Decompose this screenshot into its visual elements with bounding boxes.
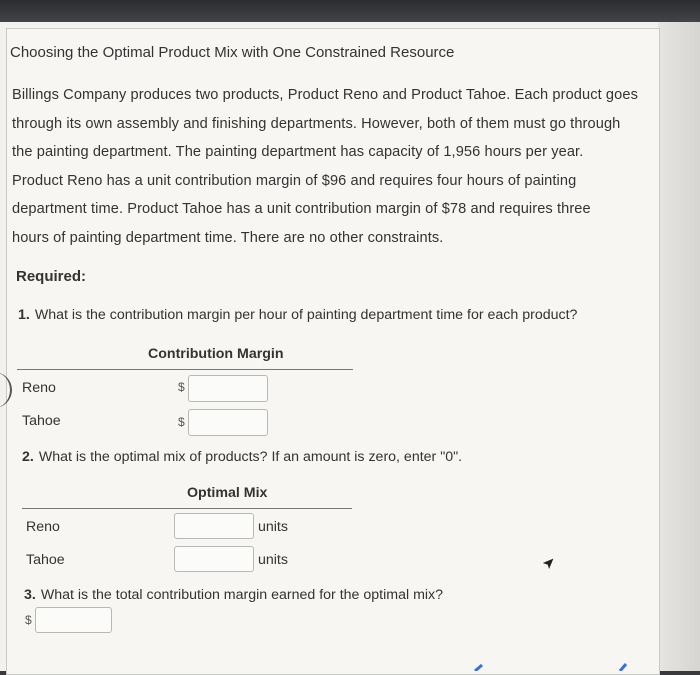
dollar-sign: $ bbox=[178, 380, 185, 394]
tahoe-contribution-input[interactable] bbox=[188, 409, 268, 436]
question-3-number: 3. bbox=[24, 587, 36, 603]
q1-row-label-tahoe: Tahoe bbox=[22, 413, 61, 429]
question-1 bbox=[18, 307, 577, 323]
question-1-text: What is the contribution margin per hour of painting department time for each product? bbox=[34, 307, 578, 323]
question-2-number: 2. bbox=[22, 449, 34, 465]
reno-units-label: units bbox=[258, 519, 288, 535]
total-contribution-input[interactable] bbox=[35, 607, 112, 633]
q2-header-rule bbox=[22, 508, 352, 509]
tahoe-units-input[interactable] bbox=[174, 546, 254, 572]
paragraph-line: hours of painting department time. There are no other constraints. bbox=[12, 229, 444, 246]
bottom-edge-marks bbox=[470, 662, 670, 671]
question-1-number: 1. bbox=[18, 307, 30, 323]
required-heading: Required: bbox=[16, 268, 87, 285]
question-2-text: What is the optimal mix of products? If an amount is zero, enter "0". bbox=[38, 449, 463, 465]
q2-row-label-reno: Reno bbox=[26, 519, 60, 535]
paragraph-line: through its own assembly and finishing departments. However, both of them must go through bbox=[12, 115, 621, 132]
paragraph-line: the painting department. The painting department has capacity of 1,956 hours per year. bbox=[12, 144, 584, 161]
paragraph-line: Product Reno has a unit contribution margin of $96 and requires four hours of painting bbox=[12, 172, 577, 189]
mouse-pointer-icon bbox=[541, 557, 555, 571]
q1-row-label-reno: Reno bbox=[22, 380, 56, 396]
reno-units-input[interactable] bbox=[174, 513, 254, 539]
question-3-text: What is the total contribution margin earned for the optimal mix? bbox=[40, 587, 444, 603]
dollar-sign: $ bbox=[25, 613, 32, 627]
q1-header-rule bbox=[17, 369, 353, 370]
tahoe-units-label: units bbox=[258, 552, 288, 568]
question-2 bbox=[22, 449, 462, 465]
question-3 bbox=[24, 587, 443, 603]
dollar-sign: $ bbox=[178, 415, 185, 429]
q2-row-label-tahoe: Tahoe bbox=[26, 552, 65, 568]
page-title: Choosing the Optimal Product Mix with One Constrained Resource bbox=[10, 44, 455, 61]
problem-paragraph bbox=[12, 81, 672, 253]
contribution-margin-header: Contribution Margin bbox=[148, 346, 284, 362]
paragraph-line: department time. Product Tahoe has a unit contribution margin of $78 and requires three bbox=[12, 201, 591, 218]
optimal-mix-header: Optimal Mix bbox=[187, 485, 268, 501]
reno-contribution-input[interactable] bbox=[188, 375, 268, 402]
paragraph-line: Billings Company produces two products, Product Reno and Product Tahoe. Each product goes bbox=[12, 87, 638, 103]
